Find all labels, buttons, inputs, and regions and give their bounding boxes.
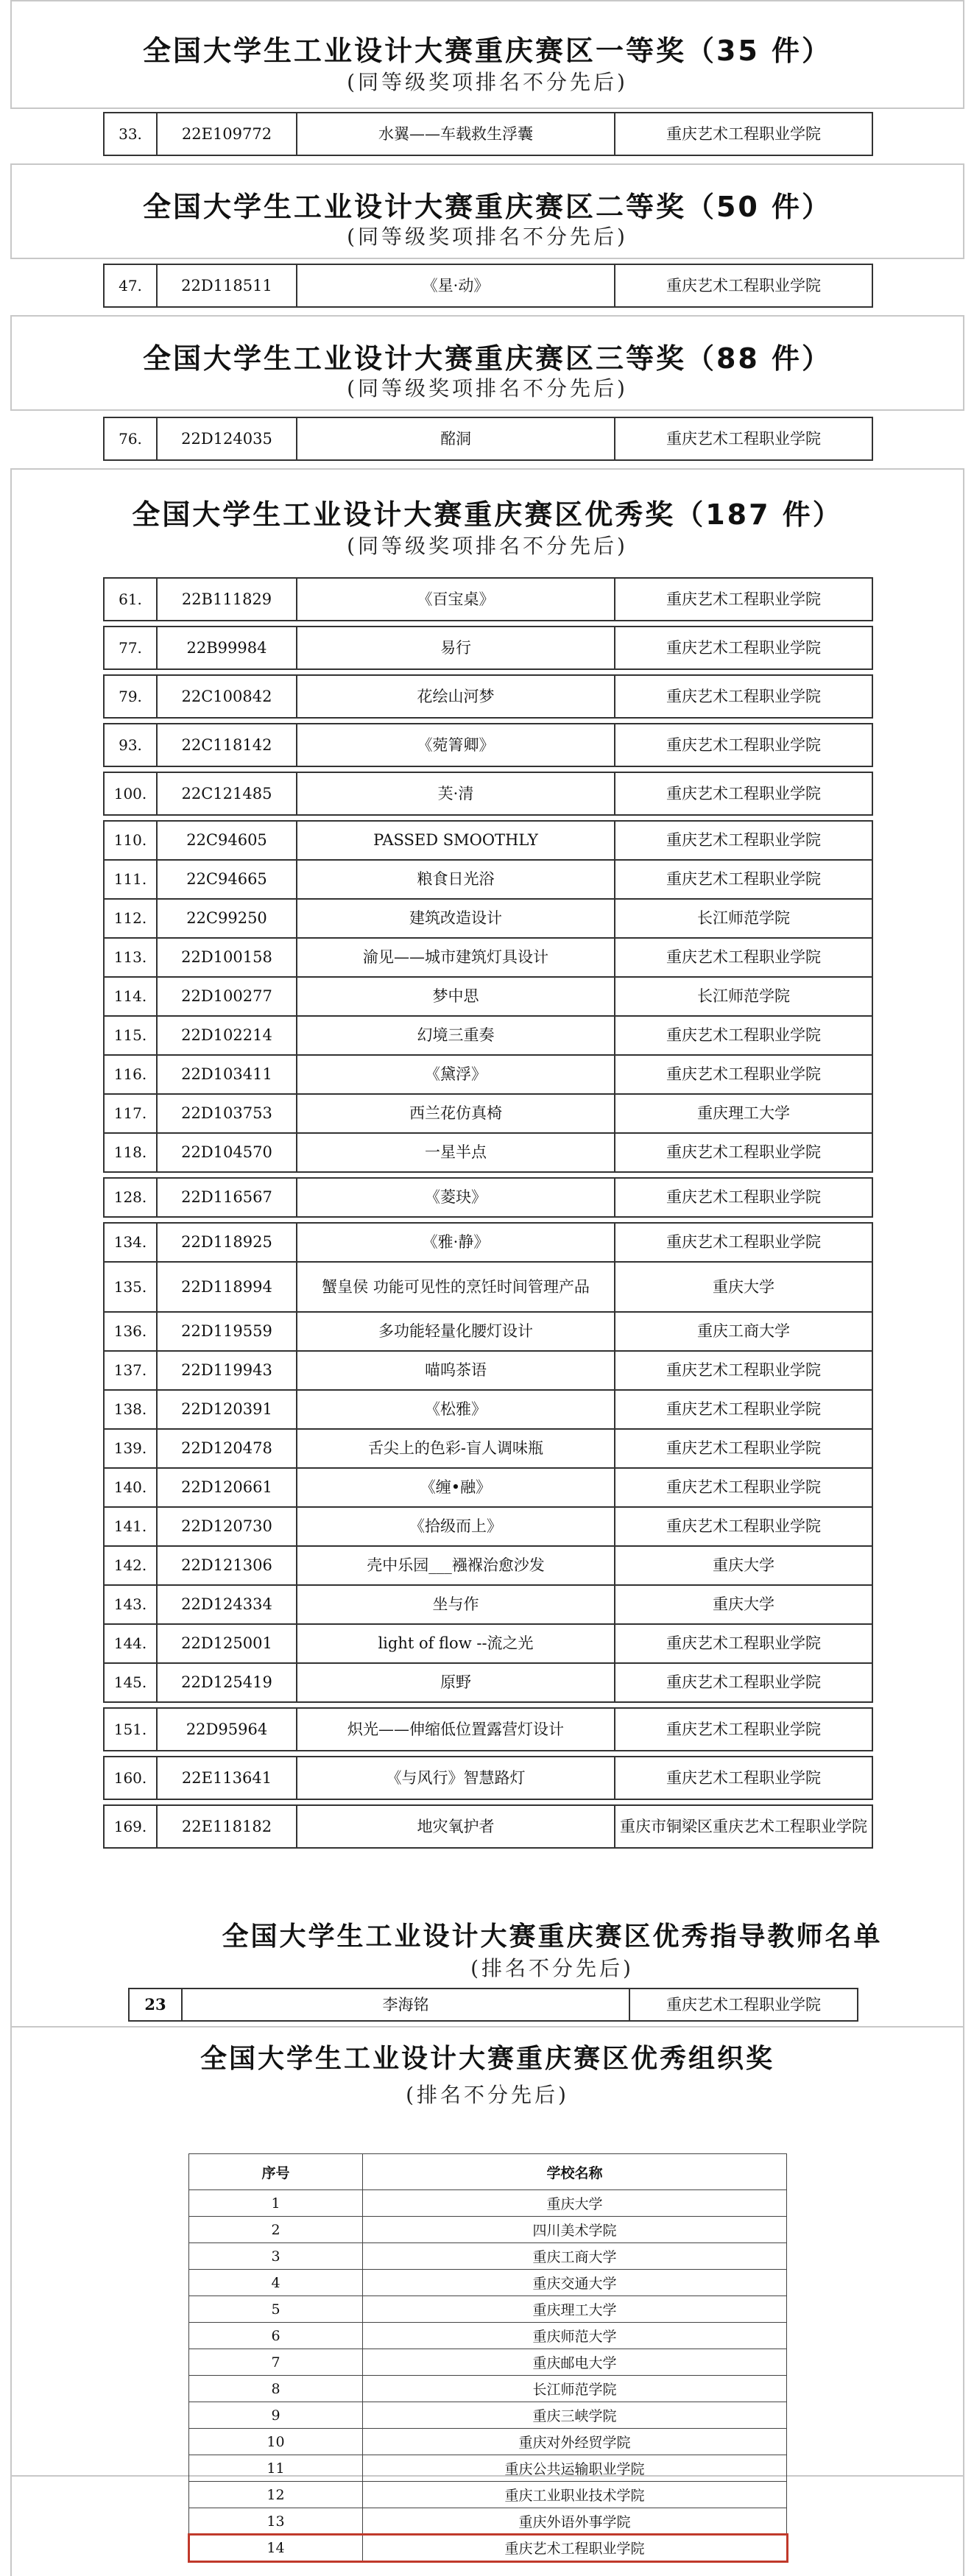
row-separator-cell xyxy=(104,1217,872,1223)
entry-school: 重庆艺术工程职业学院 xyxy=(615,675,872,718)
entry-title: 《雅·静》 xyxy=(297,1223,615,1262)
entry-id: 22D121306 xyxy=(157,1546,297,1585)
row-index: 160. xyxy=(104,1757,157,1799)
row-index: 151. xyxy=(104,1708,157,1751)
entry-title: 花绘山河梦 xyxy=(297,675,615,718)
merit-prize-table xyxy=(103,577,873,1849)
entry-id: 22D103753 xyxy=(157,1094,297,1133)
table-row xyxy=(104,113,872,155)
entry-school: 重庆艺术工程职业学院 xyxy=(615,1468,872,1507)
table-row xyxy=(104,1094,872,1133)
entry-title: 原野 xyxy=(297,1663,615,1702)
teachers-table xyxy=(128,1988,858,2022)
entry-school: 重庆艺术工程职业学院 xyxy=(615,1757,872,1799)
entry-title: 建筑改造设计 xyxy=(297,899,615,938)
third-prize-table xyxy=(103,417,873,461)
first-prize-table xyxy=(103,112,873,156)
row-index: 135. xyxy=(104,1262,157,1312)
entry-id: 22E118182 xyxy=(157,1805,297,1848)
entry-school: 重庆艺术工程职业学院 xyxy=(615,1016,872,1055)
entry-id: 22D120478 xyxy=(157,1429,297,1468)
row-separator xyxy=(104,1217,872,1223)
first-prize-panel xyxy=(10,0,964,109)
row-separator-cell xyxy=(104,1702,872,1708)
table-row xyxy=(104,264,872,307)
entry-title: 《缠•融》 xyxy=(297,1468,615,1507)
table-row xyxy=(104,899,872,938)
second-prize-title: 全国大学生工业设计大赛重庆赛区二等奖（50 件） xyxy=(142,191,833,223)
teachers-note: (排名不分先后) xyxy=(470,1956,634,1980)
org-index: 14 xyxy=(189,2535,363,2561)
table-row xyxy=(189,2270,787,2296)
row-index: 169. xyxy=(104,1805,157,1848)
entry-school: 重庆艺术工程职业学院 xyxy=(615,1390,872,1429)
entry-school: 重庆市铜梁区重庆艺术工程职业学院 xyxy=(615,1805,872,1848)
entry-title: 《百宝桌》 xyxy=(297,578,615,621)
table-row xyxy=(104,1805,872,1848)
merit-prize-title: 全国大学生工业设计大赛重庆赛区优秀奖（187 件） xyxy=(132,498,843,531)
table-row xyxy=(104,938,872,977)
entry-title: 水翼——车载救生浮囊 xyxy=(297,113,615,155)
org-award-title: 全国大学生工业设计大赛重庆赛区优秀组织奖 xyxy=(200,2044,774,2074)
entry-school: 重庆艺术工程职业学院 xyxy=(615,627,872,669)
entry-school: 重庆艺术工程职业学院 xyxy=(615,938,872,977)
first-prize-note: (同等级奖项排名不分先后) xyxy=(347,70,628,94)
table-row xyxy=(104,1468,872,1507)
row-separator xyxy=(104,1751,872,1757)
row-index: 23 xyxy=(129,1989,182,2021)
highlight-box xyxy=(188,2533,788,2563)
row-index: 112. xyxy=(104,899,157,938)
row-separator xyxy=(104,669,872,675)
table-row xyxy=(104,1663,872,1702)
entry-title: 《星·动》 xyxy=(297,264,615,307)
table-row xyxy=(189,2323,787,2349)
entry-id: 22C118142 xyxy=(157,724,297,766)
entry-id: 22D100158 xyxy=(157,938,297,977)
row-index: 143. xyxy=(104,1585,157,1624)
org-school: 四川美术学院 xyxy=(363,2217,787,2243)
entry-id: 22E109772 xyxy=(157,113,297,155)
entry-id: 22D119943 xyxy=(157,1351,297,1390)
org-school: 长江师范学院 xyxy=(363,2376,787,2402)
row-separator-cell xyxy=(104,1751,872,1757)
entry-title: 芙·清 xyxy=(297,772,615,815)
entry-school: 重庆大学 xyxy=(615,1262,872,1312)
entry-title: 《菀箐卿》 xyxy=(297,724,615,766)
entry-id: 22D119559 xyxy=(157,1312,297,1351)
entry-title: 梦中思 xyxy=(297,977,615,1016)
org-award-table xyxy=(188,2153,787,2561)
entry-school: 重庆艺术工程职业学院 xyxy=(615,1507,872,1546)
org-index: 10 xyxy=(189,2429,363,2455)
row-index: 141. xyxy=(104,1507,157,1546)
table-row xyxy=(189,2455,787,2482)
table-row xyxy=(104,1223,872,1262)
row-separator-cell xyxy=(104,766,872,772)
table-row xyxy=(104,1429,872,1468)
org-school: 重庆理工大学 xyxy=(363,2296,787,2323)
table-row xyxy=(104,417,872,460)
entry-id: 22D124334 xyxy=(157,1585,297,1624)
entry-id: 22D104570 xyxy=(157,1133,297,1172)
row-index: 111. xyxy=(104,860,157,899)
row-separator xyxy=(104,1172,872,1178)
entry-title: 《菱玦》 xyxy=(297,1178,615,1217)
entry-title: 舌尖上的色彩-盲人调味瓶 xyxy=(297,1429,615,1468)
org-index: 5 xyxy=(189,2296,363,2323)
entry-id: 22D100277 xyxy=(157,977,297,1016)
teacher-school: 重庆艺术工程职业学院 xyxy=(629,1989,858,2021)
row-index: 137. xyxy=(104,1351,157,1390)
table-row xyxy=(189,2508,787,2535)
row-separator xyxy=(104,621,872,627)
org-index: 11 xyxy=(189,2455,363,2482)
entry-school: 重庆艺术工程职业学院 xyxy=(615,1178,872,1217)
entry-id: 22B99984 xyxy=(157,627,297,669)
entry-school: 重庆艺术工程职业学院 xyxy=(615,860,872,899)
entry-id: 22D102214 xyxy=(157,1016,297,1055)
entry-school: 重庆艺术工程职业学院 xyxy=(615,578,872,621)
row-separator xyxy=(104,1702,872,1708)
table-row xyxy=(104,977,872,1016)
table-row xyxy=(189,2429,787,2455)
entry-title: 《与风行》智慧路灯 xyxy=(297,1757,615,1799)
entry-school: 长江师范学院 xyxy=(615,977,872,1016)
teachers-panel xyxy=(140,1914,964,1988)
org-school: 重庆师范大学 xyxy=(363,2323,787,2349)
row-index: 110. xyxy=(104,821,157,860)
entry-school: 重庆艺术工程职业学院 xyxy=(615,1351,872,1390)
org-school: 重庆三峡学院 xyxy=(363,2402,787,2429)
table-row xyxy=(189,2243,787,2270)
table-row xyxy=(104,1546,872,1585)
entry-title: 幻境三重奏 xyxy=(297,1016,615,1055)
entry-school: 重庆艺术工程职业学院 xyxy=(615,1663,872,1702)
org-school: 重庆工业职业技术学院 xyxy=(363,2482,787,2508)
entry-title: 多功能轻量化腰灯设计 xyxy=(297,1312,615,1351)
entry-id: 22D124035 xyxy=(157,417,297,460)
row-separator xyxy=(104,718,872,724)
table-row xyxy=(104,1262,872,1312)
table-row xyxy=(104,1351,872,1390)
entry-id: 22C100842 xyxy=(157,675,297,718)
row-index: 142. xyxy=(104,1546,157,1585)
row-index: 77. xyxy=(104,627,157,669)
table-row xyxy=(104,1055,872,1094)
entry-title: PASSED SMOOTHLY xyxy=(297,821,615,860)
row-separator xyxy=(104,1799,872,1805)
entry-school: 重庆艺术工程职业学院 xyxy=(615,1429,872,1468)
entry-school: 重庆艺术工程职业学院 xyxy=(615,724,872,766)
table-header-row xyxy=(189,2154,787,2190)
org-school: 重庆大学 xyxy=(363,2190,787,2217)
entry-title: 《拾级而上》 xyxy=(297,1507,615,1546)
entry-title: 坐与作 xyxy=(297,1585,615,1624)
table-row xyxy=(104,1585,872,1624)
org-school: 重庆工商大学 xyxy=(363,2243,787,2270)
row-index: 144. xyxy=(104,1624,157,1663)
entry-title: 喵呜茶语 xyxy=(297,1351,615,1390)
org-index: 13 xyxy=(189,2508,363,2535)
entry-school: 重庆艺术工程职业学院 xyxy=(615,1223,872,1262)
first-prize-title: 全国大学生工业设计大赛重庆赛区一等奖（35 件） xyxy=(142,35,833,67)
entry-title: 《黛浮》 xyxy=(297,1055,615,1094)
entry-title: 一星半点 xyxy=(297,1133,615,1172)
org-school: 重庆交通大学 xyxy=(363,2270,787,2296)
table-row xyxy=(189,2217,787,2243)
row-index: 47. xyxy=(104,264,157,307)
table-row xyxy=(129,1989,858,2021)
table-row xyxy=(104,1312,872,1351)
entry-id: 22C99250 xyxy=(157,899,297,938)
row-index: 117. xyxy=(104,1094,157,1133)
entry-school: 重庆艺术工程职业学院 xyxy=(615,113,872,155)
entry-title: 《松雅》 xyxy=(297,1390,615,1429)
org-index: 2 xyxy=(189,2217,363,2243)
entry-id: 22D103411 xyxy=(157,1055,297,1094)
row-index: 118. xyxy=(104,1133,157,1172)
entry-id: 22D125419 xyxy=(157,1663,297,1702)
org-index: 12 xyxy=(189,2482,363,2508)
entry-school: 重庆理工大学 xyxy=(615,1094,872,1133)
table-row xyxy=(189,2376,787,2402)
row-separator-cell xyxy=(104,669,872,675)
entry-title: 西兰花仿真椅 xyxy=(297,1094,615,1133)
entry-id: 22C121485 xyxy=(157,772,297,815)
table-row xyxy=(104,1133,872,1172)
table-row xyxy=(189,2349,787,2376)
row-separator-cell xyxy=(104,621,872,627)
org-index: 8 xyxy=(189,2376,363,2402)
third-prize-note: (同等级奖项排名不分先后) xyxy=(347,376,628,400)
table-row xyxy=(104,821,872,860)
org-index: 7 xyxy=(189,2349,363,2376)
entry-id: 22C94605 xyxy=(157,821,297,860)
table-row xyxy=(104,1178,872,1217)
table-row xyxy=(104,1708,872,1751)
entry-title: 炽光——伸缩低位置露营灯设计 xyxy=(297,1708,615,1751)
table-row xyxy=(104,1390,872,1429)
entry-school: 重庆艺术工程职业学院 xyxy=(615,1708,872,1751)
third-prize-title: 全国大学生工业设计大赛重庆赛区三等奖（88 件） xyxy=(142,342,833,375)
entry-id: 22D118511 xyxy=(157,264,297,307)
entry-title: 酩洞 xyxy=(297,417,615,460)
entry-school: 重庆工商大学 xyxy=(615,1312,872,1351)
org-index: 3 xyxy=(189,2243,363,2270)
entry-school: 长江师范学院 xyxy=(615,899,872,938)
entry-school: 重庆艺术工程职业学院 xyxy=(615,821,872,860)
second-prize-panel xyxy=(10,163,964,259)
row-separator-cell xyxy=(104,815,872,821)
row-separator-cell xyxy=(104,1172,872,1178)
entry-id: 22D116567 xyxy=(157,1178,297,1217)
table-row xyxy=(104,724,872,766)
row-index: 134. xyxy=(104,1223,157,1262)
row-index: 100. xyxy=(104,772,157,815)
entry-id: 22C94665 xyxy=(157,860,297,899)
row-index: 33. xyxy=(104,113,157,155)
row-separator xyxy=(104,766,872,772)
entry-title: 渝见——城市建筑灯具设计 xyxy=(297,938,615,977)
org-school: 重庆艺术工程职业学院 xyxy=(363,2535,787,2561)
entry-id: 22D120661 xyxy=(157,1468,297,1507)
org-school: 重庆邮电大学 xyxy=(363,2349,787,2376)
column-header-index: 序号 xyxy=(189,2154,363,2190)
entry-title: 壳中乐园___襁褓治愈沙发 xyxy=(297,1546,615,1585)
row-index: 76. xyxy=(104,417,157,460)
entry-id: 22E113641 xyxy=(157,1757,297,1799)
table-row xyxy=(104,860,872,899)
column-header-school: 学校名称 xyxy=(363,2154,787,2190)
row-index: 136. xyxy=(104,1312,157,1351)
row-separator xyxy=(104,815,872,821)
entry-school: 重庆艺术工程职业学院 xyxy=(615,1055,872,1094)
table-row xyxy=(189,2296,787,2323)
table-row xyxy=(104,1624,872,1663)
entry-title: 易行 xyxy=(297,627,615,669)
entry-id: 22D120391 xyxy=(157,1390,297,1429)
table-row xyxy=(189,2402,787,2429)
table-row xyxy=(104,627,872,669)
entry-title: 粮食日光浴 xyxy=(297,860,615,899)
entry-id: 22D118994 xyxy=(157,1262,297,1312)
entry-title: light of flow --流之光 xyxy=(297,1624,615,1663)
second-prize-note: (同等级奖项排名不分先后) xyxy=(347,225,628,249)
table-row xyxy=(104,1507,872,1546)
table-row xyxy=(189,2190,787,2217)
second-prize-table xyxy=(103,264,873,308)
entry-school: 重庆艺术工程职业学院 xyxy=(615,417,872,460)
entry-school: 重庆艺术工程职业学院 xyxy=(615,1133,872,1172)
table-row xyxy=(104,1016,872,1055)
row-index: 93. xyxy=(104,724,157,766)
entry-school: 重庆大学 xyxy=(615,1585,872,1624)
org-index: 1 xyxy=(189,2190,363,2217)
row-index: 139. xyxy=(104,1429,157,1468)
table-row xyxy=(104,1757,872,1799)
entry-id: 22D118925 xyxy=(157,1223,297,1262)
org-school: 重庆外语外事学院 xyxy=(363,2508,787,2535)
entry-title: 地灾氧护者 xyxy=(297,1805,615,1848)
row-index: 116. xyxy=(104,1055,157,1094)
row-index: 61. xyxy=(104,578,157,621)
row-separator-cell xyxy=(104,718,872,724)
entry-id: 22B111829 xyxy=(157,578,297,621)
row-index: 115. xyxy=(104,1016,157,1055)
merit-prize-note: (同等级奖项排名不分先后) xyxy=(347,534,628,558)
entry-school: 重庆大学 xyxy=(615,1546,872,1585)
org-award-note: (排名不分先后) xyxy=(406,2083,569,2107)
table-row xyxy=(104,772,872,815)
org-index: 9 xyxy=(189,2402,363,2429)
row-index: 79. xyxy=(104,675,157,718)
org-school: 重庆公共运输职业学院 xyxy=(363,2455,787,2482)
org-index: 4 xyxy=(189,2270,363,2296)
third-prize-panel xyxy=(10,315,964,411)
entry-school: 重庆艺术工程职业学院 xyxy=(615,772,872,815)
table-row xyxy=(104,578,872,621)
row-index: 128. xyxy=(104,1178,157,1217)
entry-id: 22D125001 xyxy=(157,1624,297,1663)
org-school: 重庆对外经贸学院 xyxy=(363,2429,787,2455)
teachers-title: 全国大学生工业设计大赛重庆赛区优秀指导教师名单 xyxy=(222,1922,883,1952)
row-index: 113. xyxy=(104,938,157,977)
table-row xyxy=(104,675,872,718)
row-index: 114. xyxy=(104,977,157,1016)
row-separator-cell xyxy=(104,1799,872,1805)
row-index: 140. xyxy=(104,1468,157,1507)
teacher-name: 李海铭 xyxy=(182,1989,629,2021)
row-index: 138. xyxy=(104,1390,157,1429)
table-row xyxy=(189,2482,787,2508)
row-index: 145. xyxy=(104,1663,157,1702)
org-index: 6 xyxy=(189,2323,363,2349)
entry-school: 重庆艺术工程职业学院 xyxy=(615,264,872,307)
entry-id: 22D95964 xyxy=(157,1708,297,1751)
entry-school: 重庆艺术工程职业学院 xyxy=(615,1624,872,1663)
entry-id: 22D120730 xyxy=(157,1507,297,1546)
entry-title: 蟹皇侯 功能可见性的烹饪时间管理产品 xyxy=(297,1262,615,1312)
